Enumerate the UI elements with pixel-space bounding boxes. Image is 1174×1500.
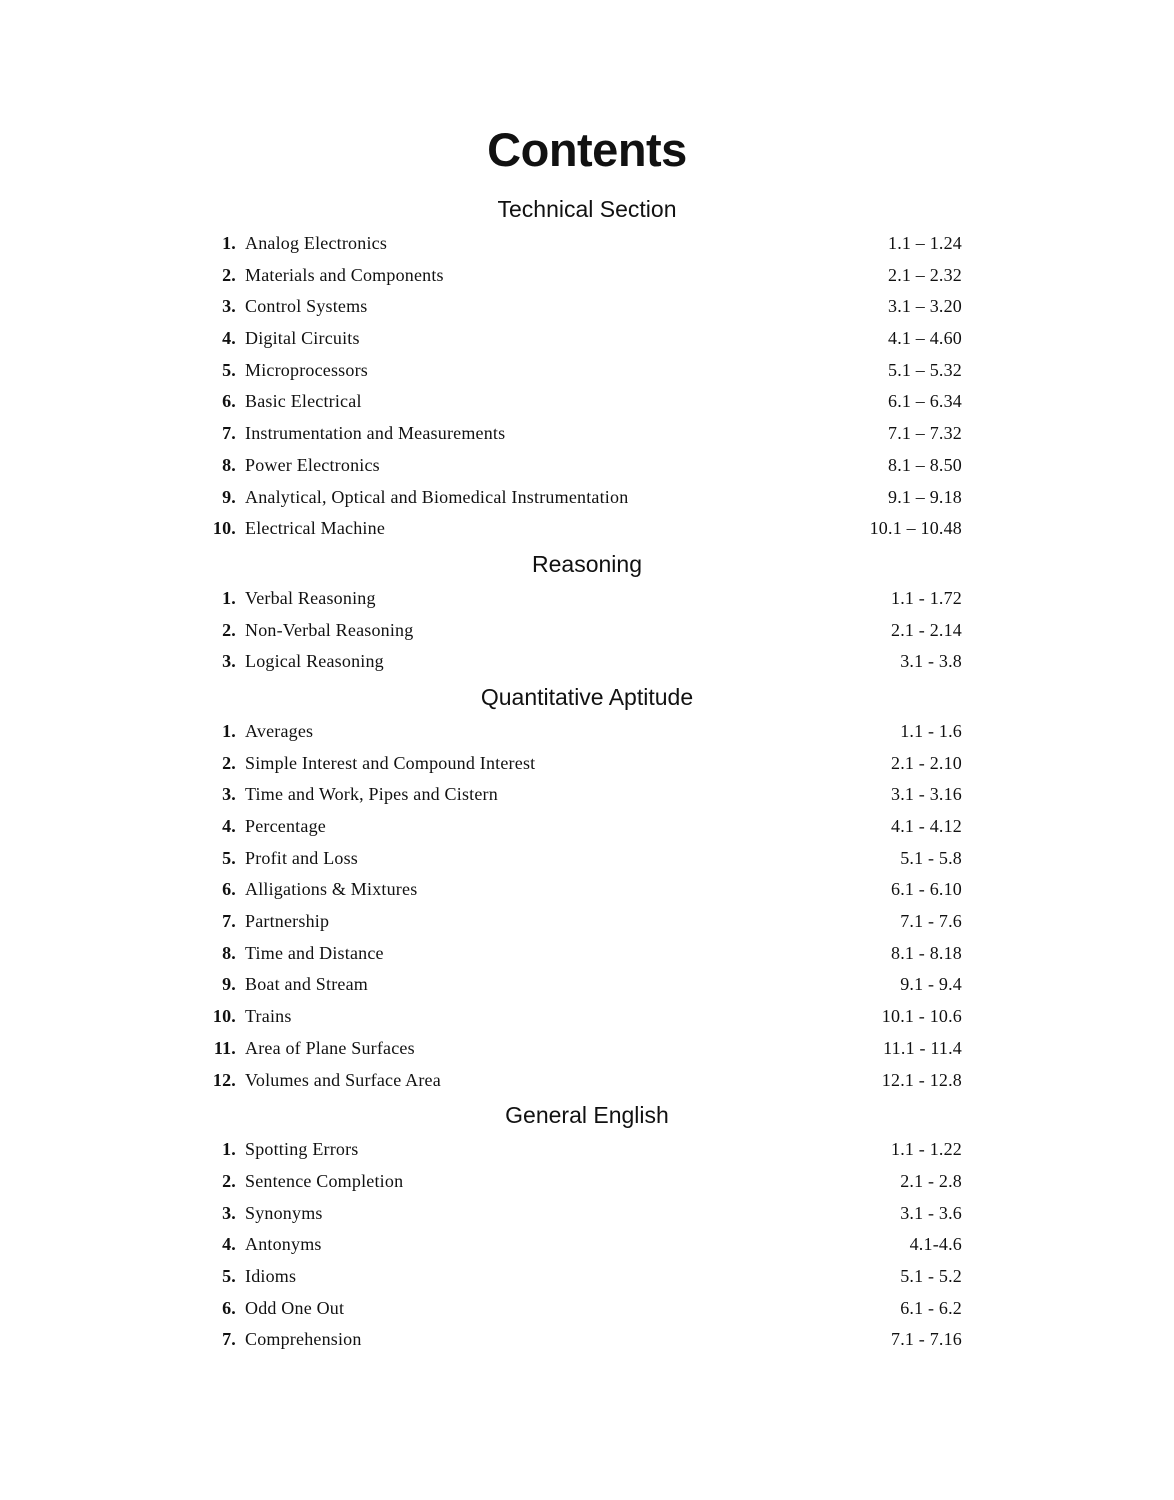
- entry-page-range: 6.1 - 6.10: [891, 879, 962, 900]
- entry-number: 4.: [222, 328, 236, 349]
- entry-page-range: 3.1 – 3.20: [888, 296, 962, 317]
- entry-title: Time and Work, Pipes and Cistern: [245, 784, 498, 805]
- entry-title: Digital Circuits: [245, 328, 360, 349]
- entry-page-range: 9.1 - 9.4: [900, 974, 962, 995]
- entry-title: Spotting Errors: [245, 1139, 359, 1160]
- entry-number: 11.: [213, 1037, 236, 1058]
- entry-title: Synonyms: [245, 1202, 323, 1223]
- entry-number: 9.: [222, 974, 236, 995]
- entry-number: 1.: [222, 1139, 236, 1160]
- entry-title: Verbal Reasoning: [245, 587, 376, 608]
- entry-page-range: 5.1 - 5.2: [900, 1265, 962, 1286]
- entry-page-range: 3.1 - 3.8: [900, 651, 962, 672]
- toc-entry: [0, 969, 1174, 1001]
- entry-title: Percentage: [245, 816, 326, 836]
- entry-number: 10.: [212, 1006, 236, 1027]
- page-title: Contents: [487, 123, 687, 176]
- toc-entry: [0, 843, 1174, 875]
- entry-number: 10.: [212, 518, 236, 539]
- entry-title: Volumes and Surface Area: [245, 1069, 441, 1090]
- entry-number: 7.: [222, 1329, 236, 1350]
- entry-page-range: 12.1 - 12.8: [881, 1069, 962, 1090]
- entry-number: 5.: [222, 1265, 236, 1286]
- toc-entry: [0, 716, 1174, 748]
- section-heading: Quantitative Aptitude: [480, 683, 694, 710]
- toc-entry: [0, 450, 1174, 482]
- toc-entry: [0, 513, 1174, 545]
- entry-title: Comprehension: [245, 1329, 362, 1350]
- entry-page-range: 3.1 - 3.16: [891, 784, 962, 805]
- entry-number: 5.: [222, 847, 236, 868]
- entry-title: Simple Interest and Compound Interest: [245, 752, 536, 773]
- entry-title: Non-Verbal Reasoning: [245, 619, 414, 640]
- entry-title: Averages: [245, 720, 314, 741]
- entry-number: 3.: [222, 296, 236, 317]
- toc-entry: [0, 1198, 1174, 1230]
- toc-entry: [0, 748, 1174, 780]
- entry-number: 4.: [222, 1234, 236, 1255]
- entry-number: 3.: [222, 651, 236, 672]
- toc-entry: [0, 355, 1174, 387]
- entry-title: Partnership: [245, 911, 330, 932]
- entry-title: Control Systems: [245, 296, 368, 317]
- entry-number: 6.: [222, 1297, 236, 1318]
- entry-number: 2.: [222, 1170, 236, 1191]
- toc-section: [0, 1096, 1174, 1356]
- entry-page-range: 1.1 - 1.22: [891, 1139, 962, 1160]
- entry-page-range: 11.1 - 11.4: [883, 1037, 962, 1058]
- entry-title: Materials and Components: [245, 264, 444, 285]
- entry-title: Electrical Machine: [245, 518, 386, 539]
- entry-page-range: 10.1 – 10.48: [869, 518, 962, 539]
- toc-entry: [0, 1134, 1174, 1166]
- entry-title: Alligations & Mixtures: [245, 879, 418, 900]
- toc-entry: [0, 1001, 1174, 1033]
- toc-entry: [0, 646, 1174, 678]
- entry-page-range: 2.1 - 2.10: [891, 752, 962, 773]
- entry-title: Analog Electronics: [245, 233, 388, 253]
- entry-number: 6.: [222, 391, 236, 412]
- toc-section: [0, 545, 1174, 678]
- entry-page-range: 7.1 - 7.6: [900, 911, 962, 932]
- entry-number: 5.: [222, 359, 236, 380]
- toc-entry: [0, 482, 1174, 514]
- entry-title: Analytical, Optical and Biomedical Instrumentation: [245, 486, 629, 507]
- toc-entry: [0, 874, 1174, 906]
- entry-number: 3.: [222, 784, 236, 805]
- entry-title: Area of Plane Surfaces: [245, 1037, 415, 1058]
- entry-page-range: 2.1 – 2.32: [888, 264, 962, 285]
- toc-entry: [0, 1065, 1174, 1097]
- entry-page-range: 4.1 – 4.60: [888, 328, 962, 349]
- entry-title: Sentence Completion: [245, 1170, 404, 1191]
- entry-page-range: 8.1 - 8.18: [891, 942, 962, 963]
- entry-title: Time and Distance: [245, 942, 384, 963]
- toc-entry: [0, 811, 1174, 843]
- entry-page-range: 4.1-4.6: [909, 1234, 962, 1255]
- entry-page-range: 1.1 – 1.24: [888, 233, 962, 253]
- toc-entry: [0, 583, 1174, 615]
- entry-number: 6.: [222, 879, 236, 900]
- entry-number: 8.: [222, 454, 236, 475]
- toc-entry: [0, 1293, 1174, 1325]
- entry-page-range: 10.1 - 10.6: [881, 1006, 962, 1027]
- entry-number: 1.: [222, 587, 236, 608]
- toc-entry: [0, 938, 1174, 970]
- toc-entry: [0, 779, 1174, 811]
- entry-number: 7.: [222, 423, 236, 444]
- entry-title: Microprocessors: [245, 359, 368, 380]
- entry-page-range: 4.1 - 4.12: [891, 816, 962, 836]
- entry-page-range: 8.1 – 8.50: [888, 454, 962, 475]
- entry-title: Power Electronics: [245, 454, 380, 475]
- toc-entry: [0, 260, 1174, 292]
- entry-page-range: 5.1 - 5.8: [900, 847, 962, 868]
- entry-page-range: 9.1 – 9.18: [888, 486, 962, 507]
- toc-entry: [0, 1229, 1174, 1261]
- toc-entry: [0, 1324, 1174, 1356]
- entry-title: Idioms: [245, 1265, 297, 1286]
- entry-number: 1.: [222, 233, 236, 253]
- entry-number: 2.: [222, 264, 236, 285]
- entry-title: Trains: [245, 1006, 292, 1027]
- toc-entry: [0, 386, 1174, 418]
- entry-title: Antonyms: [245, 1234, 322, 1255]
- entry-title: Instrumentation and Measurements: [245, 423, 506, 444]
- entry-number: 2.: [222, 619, 236, 640]
- entry-page-range: 1.1 - 1.6: [900, 720, 962, 741]
- entry-number: 7.: [222, 911, 236, 932]
- toc-entry: [0, 228, 1174, 260]
- toc-entry: [0, 615, 1174, 647]
- entry-page-range: 7.1 - 7.16: [891, 1329, 962, 1350]
- entry-page-range: 1.1 - 1.72: [891, 587, 962, 608]
- entry-title: Boat and Stream: [245, 974, 368, 995]
- entry-number: 3.: [222, 1202, 236, 1223]
- section-heading: Technical Section: [497, 196, 677, 222]
- toc-entry: [0, 1033, 1174, 1065]
- entry-title: Basic Electrical: [245, 391, 362, 412]
- toc-entry: [0, 1166, 1174, 1198]
- entry-page-range: 6.1 - 6.2: [900, 1297, 962, 1318]
- entry-page-range: 2.1 - 2.14: [891, 619, 962, 640]
- section-heading: General English: [505, 1102, 669, 1129]
- entry-number: 1.: [222, 720, 236, 741]
- section-heading: Reasoning: [532, 550, 642, 577]
- entry-page-range: 3.1 - 3.6: [900, 1202, 962, 1223]
- entry-page-range: 2.1 - 2.8: [900, 1170, 962, 1191]
- toc-entry: [0, 323, 1174, 355]
- entry-page-range: 6.1 – 6.34: [888, 391, 962, 412]
- toc-entry: [0, 291, 1174, 323]
- entry-number: 8.: [222, 942, 236, 963]
- entry-page-range: 5.1 – 5.32: [888, 359, 962, 380]
- entry-page-range: 7.1 – 7.32: [888, 423, 962, 444]
- entry-number: 12.: [212, 1069, 236, 1090]
- toc-entry: [0, 1261, 1174, 1293]
- entry-number: 2.: [222, 752, 236, 773]
- toc-entry: [0, 418, 1174, 450]
- entry-title: Logical Reasoning: [245, 651, 384, 672]
- toc-entry: [0, 906, 1174, 938]
- entry-number: 4.: [222, 816, 236, 836]
- entry-title: Profit and Loss: [245, 847, 358, 868]
- entry-title: Odd One Out: [245, 1297, 345, 1318]
- entry-number: 9.: [222, 486, 236, 507]
- table-of-contents: [0, 190, 1174, 1356]
- toc-section: [0, 190, 1174, 545]
- toc-section: [0, 678, 1174, 1096]
